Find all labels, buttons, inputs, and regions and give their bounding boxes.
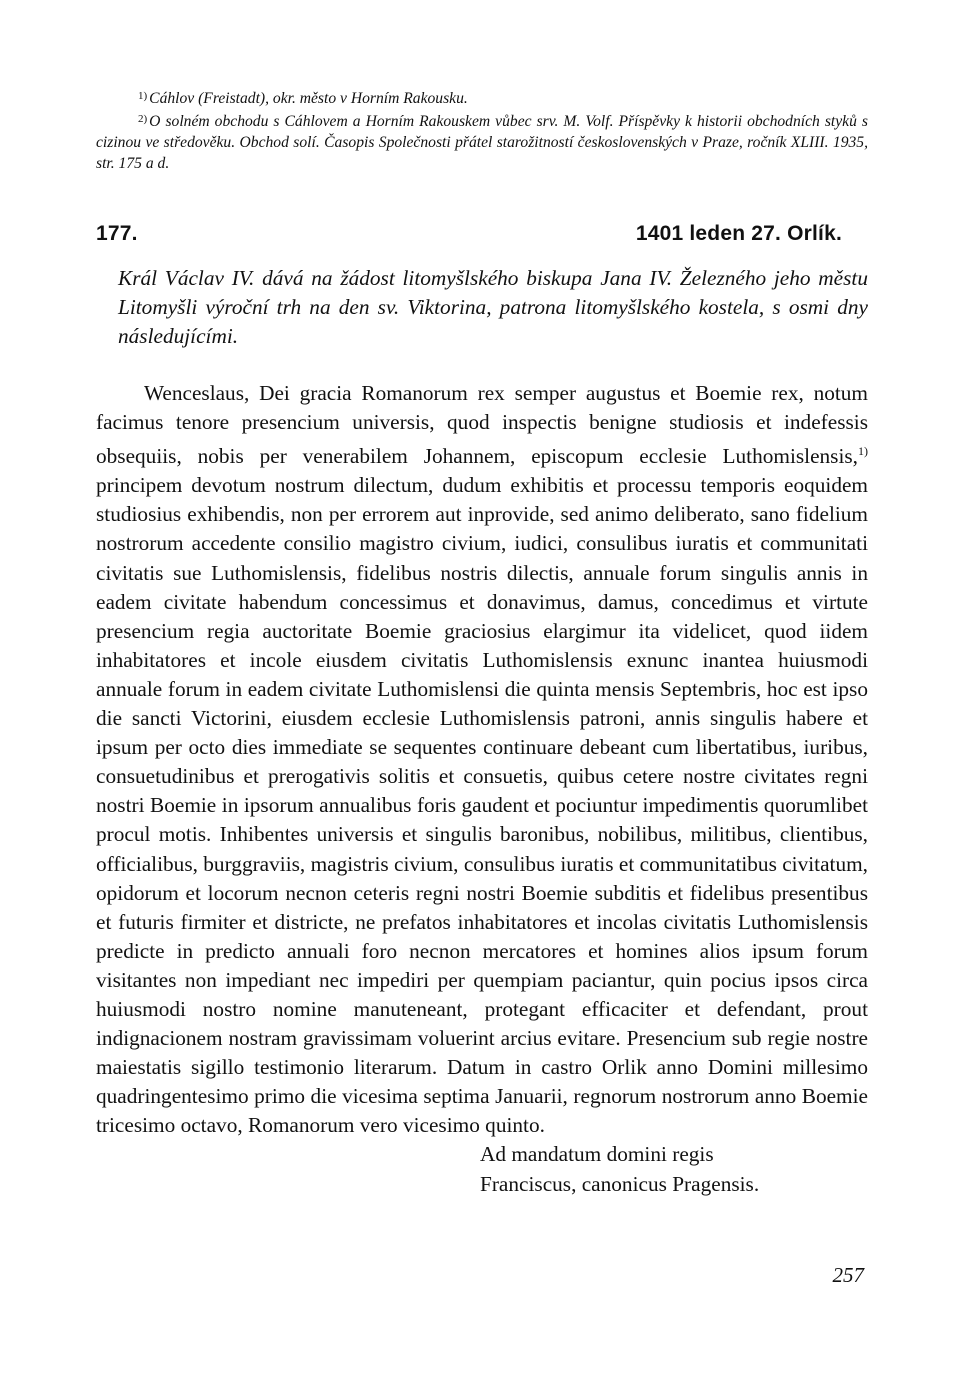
signature-block — [480, 1140, 868, 1198]
footnote-text: O solném obchodu s Cáhlovem a Horním Rakouskem vůbec srv. M. Volf. Příspěvky k historii obchodních styků s cizinou ve středověku. Obchod solí. Časopis Společnosti přátel starožitností československých v Praze, ročník XLIII. 1935, str. 175 a d. — [96, 113, 868, 172]
footnote-marker: 2) — [138, 113, 148, 125]
page-number: 257 — [832, 1263, 864, 1287]
page-content — [96, 86, 868, 1199]
footnotes — [96, 86, 868, 174]
signature-line-1: Ad mandatum domini regis — [480, 1142, 714, 1167]
document-header — [96, 222, 868, 246]
document-number: 177. — [96, 222, 138, 245]
document-date-place: 1401 leden 27. Orlík. — [635, 222, 842, 245]
body-text-part-2: principem devotum nostrum dilectum, dudum exhibitis et processu temporis eoquidem studiosius exhibendis, non per errorem aut inprovide, sed animo deliberato, sano fidelium nostrorum accedente consilio magistro civium, iudici, consulibus iuratis et communitati civitatis sue Luthomislensis, fidelibus nostris dilectis, annuale forum singulis annis in eadem civitate habendum concessimus et donavimus, damus, concedimus et virtute presencium regia auctoritate Boemie graciosius elargimur ita videlicet, quod iidem inhabitatores et incole eiusdem civitatis Luthomislensis exnunc inantea huiusmodi annuale forum in eadem civitate Luthomislensi die quinta mensis Septembris, hoc est ipso die sancti Victorini, eiusdem ecclesie Luthomislensis patroni, annis singulis habere et ipsum per octo dies immediate se sequentes continuare debeant cum libertatibus, iuribus, consuetudinibus et prerogativis solitis et consuetis, quibus cetere nostre civitates regni nostri Boemie in ipsorum annualibus foris gaudent et pociuntur impedimentis quorumlibet procul motis. Inhibentes universis et singulis baronibus, nobilibus, militibus, clientibus, officialibus, burggraviis, magistris civium, consulibus iuratis et communitatibus civitatum, opidorum et locorum necnon ceteris regni nostri Boemie subditis et fidelibus presentibus et futuris firmiter et districte, ne prefatos inhabitatores et incolas civitatis Luthomislensis predicte in predicto annuali foro necnon mercatores et homines alios ipsum forum visitantes non impediant nec impediri per quempiam paciantur, quin pocius ipsos circa huiusmodi nostro nomine manuteneant, protegant efficaciter et defendant, prout indignacionem nostram gravissimam voluerint arcius evitare. Presencium sub regie nostre maiestatis sigillo testimonio literarum. Datum in castro Orlik anno Domini millesimo quadringentesimo primo die vicesima septima Januarii, regnorum nostrorum anno Boemie tricesimo octavo, Romanorum vero vicesimo quinto. — [96, 473, 868, 1138]
footnote-2 — [96, 109, 868, 174]
document-body — [96, 379, 868, 1140]
signature-line-2: Franciscus, canonicus Pragensis. — [480, 1171, 760, 1196]
document-regest: Král Václav IV. dává na žádost litomyšlského biskupa Jana IV. Železného jeho městu Litomyšli výroční trh na den sv. Viktorina, patrona litomyšlského kostela, s osmi dny následujícími. — [118, 266, 868, 348]
body-text-part-1: Wenceslaus, Dei gracia Romanorum rex semper augustus et Boemie rex, notum facimus tenore presencium universis, quod inspectis benigne studiosis et indefessis obsequiis, nobis per venerabilem Johannem, episcopum ecclesie Luthomislensis, — [96, 381, 868, 469]
footnote-text: Cáhlov (Freistadt), okr. město v Horním Rakousku. — [149, 90, 468, 107]
footnote-marker: 1) — [138, 90, 148, 102]
footnote-reference: 1) — [858, 444, 868, 459]
footnote-1 — [96, 86, 868, 109]
